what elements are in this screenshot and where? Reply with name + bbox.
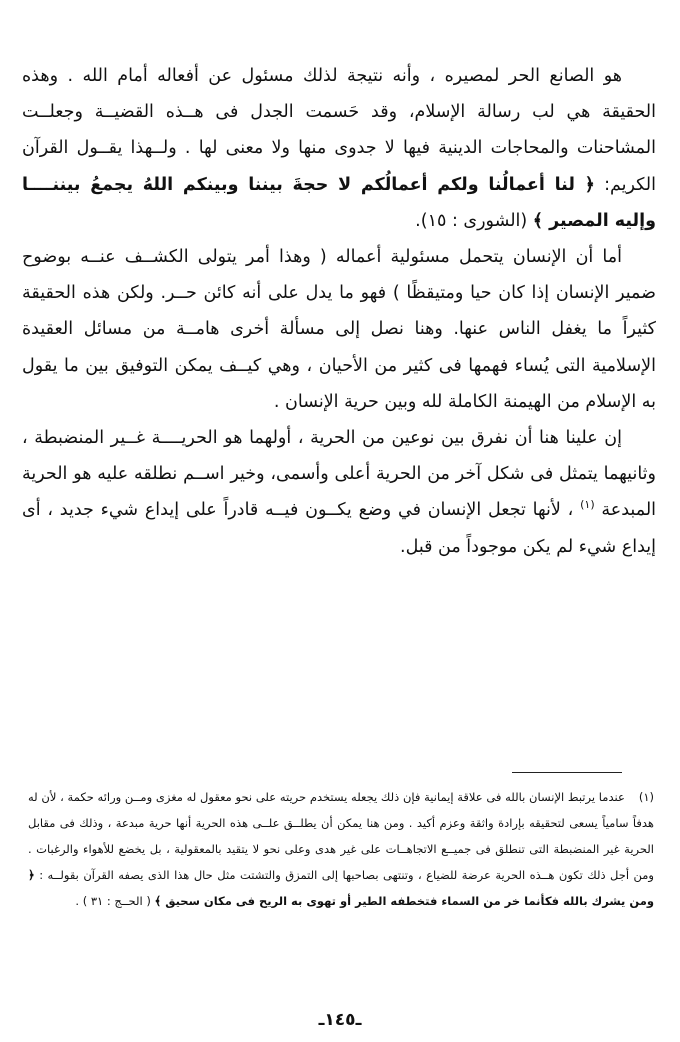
- paragraph-1: [22, 58, 656, 239]
- footnote-number: (١): [638, 790, 654, 804]
- footnote-separator: [512, 772, 622, 773]
- page-number: ـ١٤٥ـ: [318, 1010, 362, 1030]
- footnote-quran-verse: ﴿ ومن يشرك بالله فكأنما خر من السماء فتخطفه الطير أو تهوى به الريح فى مكان سحيق ﴾: [28, 868, 654, 908]
- paragraph-3-text-b: ، لأنها تجعل الإنسان في وضع يكــون فيــه قادراً على إيداع شيء جديد ، أى إيداع شيء لم يكن موجوداً من قبل.: [22, 500, 656, 557]
- paragraph-1-citation: (الشورى : ١٥).: [415, 210, 533, 231]
- paragraph-3-text-a: إن علينا هنا أن نفرق بين نوعين من الحرية ، أولهما هو الحريــــة غــير المنضبطة ، وثانيهما يتمثل فى شكل آخر من الحرية أعلى وأسمى، وخير اســم نطلقه عليه هو الحرية المبدعة: [22, 428, 657, 521]
- paragraph-1-text-a: هو الصانع الحر لمصيره ، وأنه نتيجة لذلك مسئول عن أفعاله أمام الله . وهذه الحقيقة هي لب رسالة الإسلام، وقد حَسمت الجدل فى هــذه القضيــة وجعلــت المشاحنات والمحاجات الدينية فيها لا جدوى منها ولا معنى لها . ولــهذا يقــول القرآن الكريم:: [22, 66, 656, 195]
- paragraph-2: [22, 239, 656, 420]
- main-text-block: [22, 58, 656, 565]
- footnote-block: [28, 784, 654, 914]
- footnote-citation: ( الحــج : ٣١ ) .: [75, 894, 155, 908]
- footnote-reference[interactable]: (١): [580, 498, 595, 512]
- footnote-text-a: عندما يرتبط الإنسان بالله فى علاقة إيمانية فإن ذلك يجعله يستخدم حريته على نحو معقول له مغزى ومــن ورائه حكمة ، لأن له هدفاً سامياً يسعى لتحقيقه بإرادة واثقة وعزم أكيد . ومن هنا يمكن أن يطلــق علــى هذه الحرية أنها حرية مبدعة ، وذلك فى مقابل الحرية غير المنضبطة التى تنطلق فى جميــع الاتجاهــات على غير هدى وعلى نحو لا يتقيد بالمعقولية ، بل يخضع للأهواء والرغبات . ومن أجل ذلك تكون هــذه الحرية عرضة للضياع ، وتنتهى بصاحبها إلى التمزق والتشتت مثل حال هذا الذى يصفه القرآن بقولــه :: [28, 790, 654, 882]
- paragraph-3: [22, 420, 656, 565]
- quran-verse-shura: ﴿ لنا أعمالُنا ولكم أعمالُكم لا حجةَ بيننا وبينكم اللهُ يجمعُ بيننــــا وإليه المصير ﴾: [22, 174, 656, 231]
- paragraph-2-text: أما أن الإنسان يتحمل مسئولية أعماله ( وهذا أمر يتولى الكشــف عنــه بوضوح ضمير الإنسان إذا كان حيا ومتيقظًا ) فهو ما يدل على أنه كائن حــر. ولكن هذه الحقيقة كثيراً ما يغفل الناس عنها. وهنا نصل إلى مسألة أخرى هامــة من مسائل العقيدة الإسلامية التى يُساء فهمها فى كثير من الأحيان ، وهي كيــف يمكن التوفيق بين ما يقول به الإسلام من الهيمنة الكاملة لله وبين حرية الإنسان .: [22, 247, 656, 412]
